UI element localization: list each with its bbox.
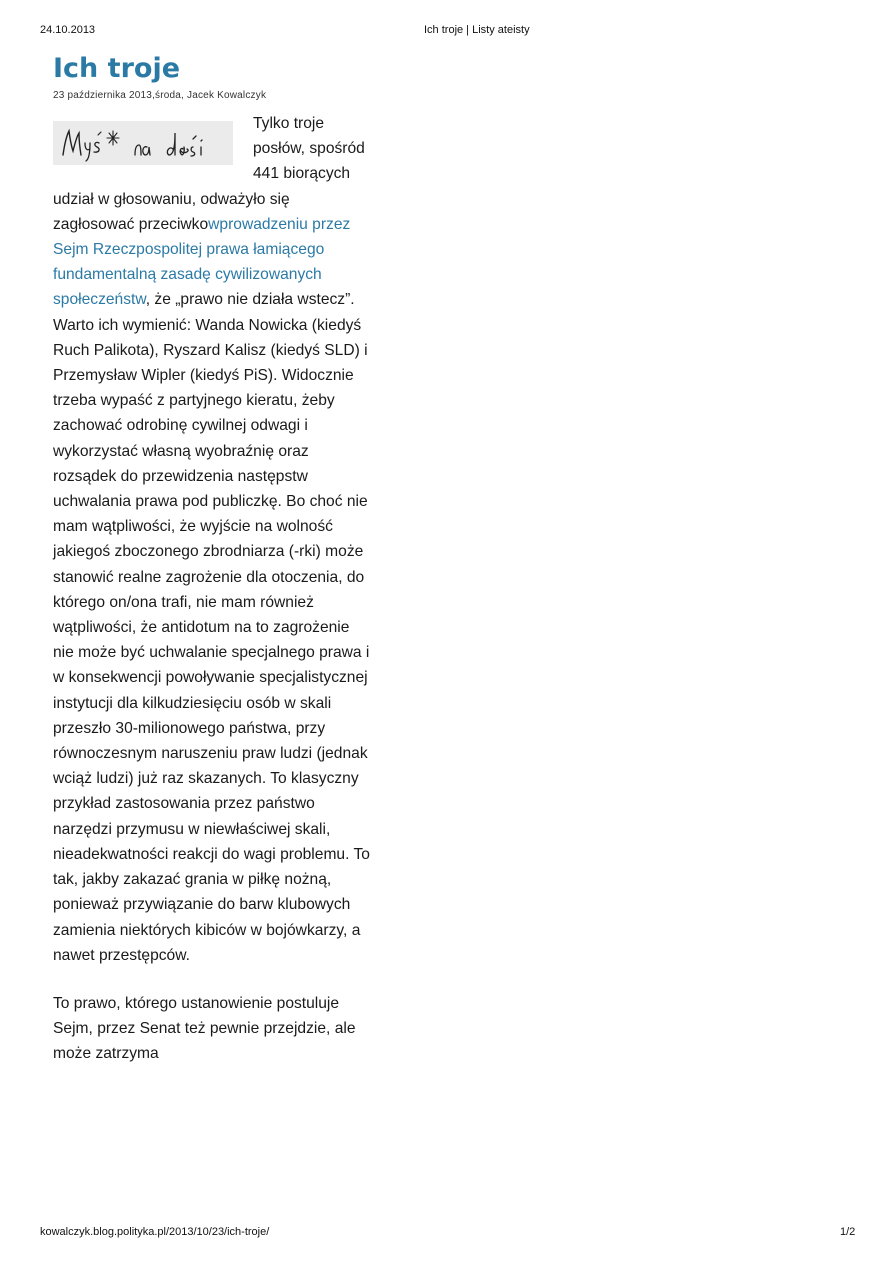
article-title: Ich troje xyxy=(53,53,181,84)
print-date: 24.10.2013 xyxy=(40,24,96,36)
print-page-number: 1/2 xyxy=(840,1226,856,1238)
paragraph-2: To prawo, którego ustanowienie postuluje Sejm, przez Senat też pewnie przejdzie, ale może zatrzyma xyxy=(53,994,356,1063)
print-header xyxy=(0,24,893,38)
paragraph-1-text-start: Tylko troje posłów, spośród 441 biorących udział w głosowaniu, odważyło się zagłosować przeciwko xyxy=(53,115,365,233)
article xyxy=(53,52,373,1090)
paragraph-1 xyxy=(53,111,373,968)
print-url: kowalczyk.blog.polityka.pl/2013/10/23/ich-troje/ xyxy=(40,1226,270,1238)
print-page-title: Ich troje | Listy ateisty xyxy=(424,24,530,36)
print-footer xyxy=(0,1226,893,1240)
paragraph-1-text-end: , że „prawo nie działa wstecz”. Warto ich wymienić: Wanda Nowicka (kiedyś Ruch Palikota), Ryszard Kalisz (kiedyś SLD) i Przemysław Wipler (kiedyś PiS). Widocznie trzeba wypaść z partyjnego kieratu, żeby zachować odrobinę cywilnej odwagi i wykorzystać własną wyobraźnię oraz rozsądek do przewidzenia następstw uchwalania prawa pod publiczkę. Bo choć nie mam wątpliwości, że wyjście na wolność jakiegoś zboczonego zbrodniarza (-rki) może stanowić realne zagrożenie dla otoczenia, do którego on/ona trafi, nie mam również wątpliwości, że antidotum na to zagrożenie nie może być uchwalanie specjalnego prawa i w konsekwencji powoływanie specjalistycznej instytucji dla kilkudziesięciu osób w skali przeszło 30-milionowego państwa, przy równoczesnym naruszeniu praw ludzi (jednak wciąż ludzi) już raz skazanych. To klasyczny przykład zastosowania przez państwo narzędzi przymusu w niewłaściwej skali, nieadekwatności reakcji do wagi problemu. To tak, jakby zakazać grania w piłkę nożną, ponieważ przywiązanie do barw klubowych zamienia niektórych kibiców w bojówkarzy, a nawet przestępców. xyxy=(53,291,370,964)
article-body xyxy=(53,111,373,1067)
mysl-na-dzis-logo xyxy=(53,121,233,165)
handwritten-logo-icon xyxy=(53,121,233,165)
article-meta: 23 października 2013,środa, Jacek Kowalczyk xyxy=(53,90,267,101)
sejm-law-link[interactable]: wprowadzeniu przez Sejm Rzeczpospolitej prawa łamiącego fundamentalną zasadę cywilizowanych społeczeństw xyxy=(53,215,351,309)
